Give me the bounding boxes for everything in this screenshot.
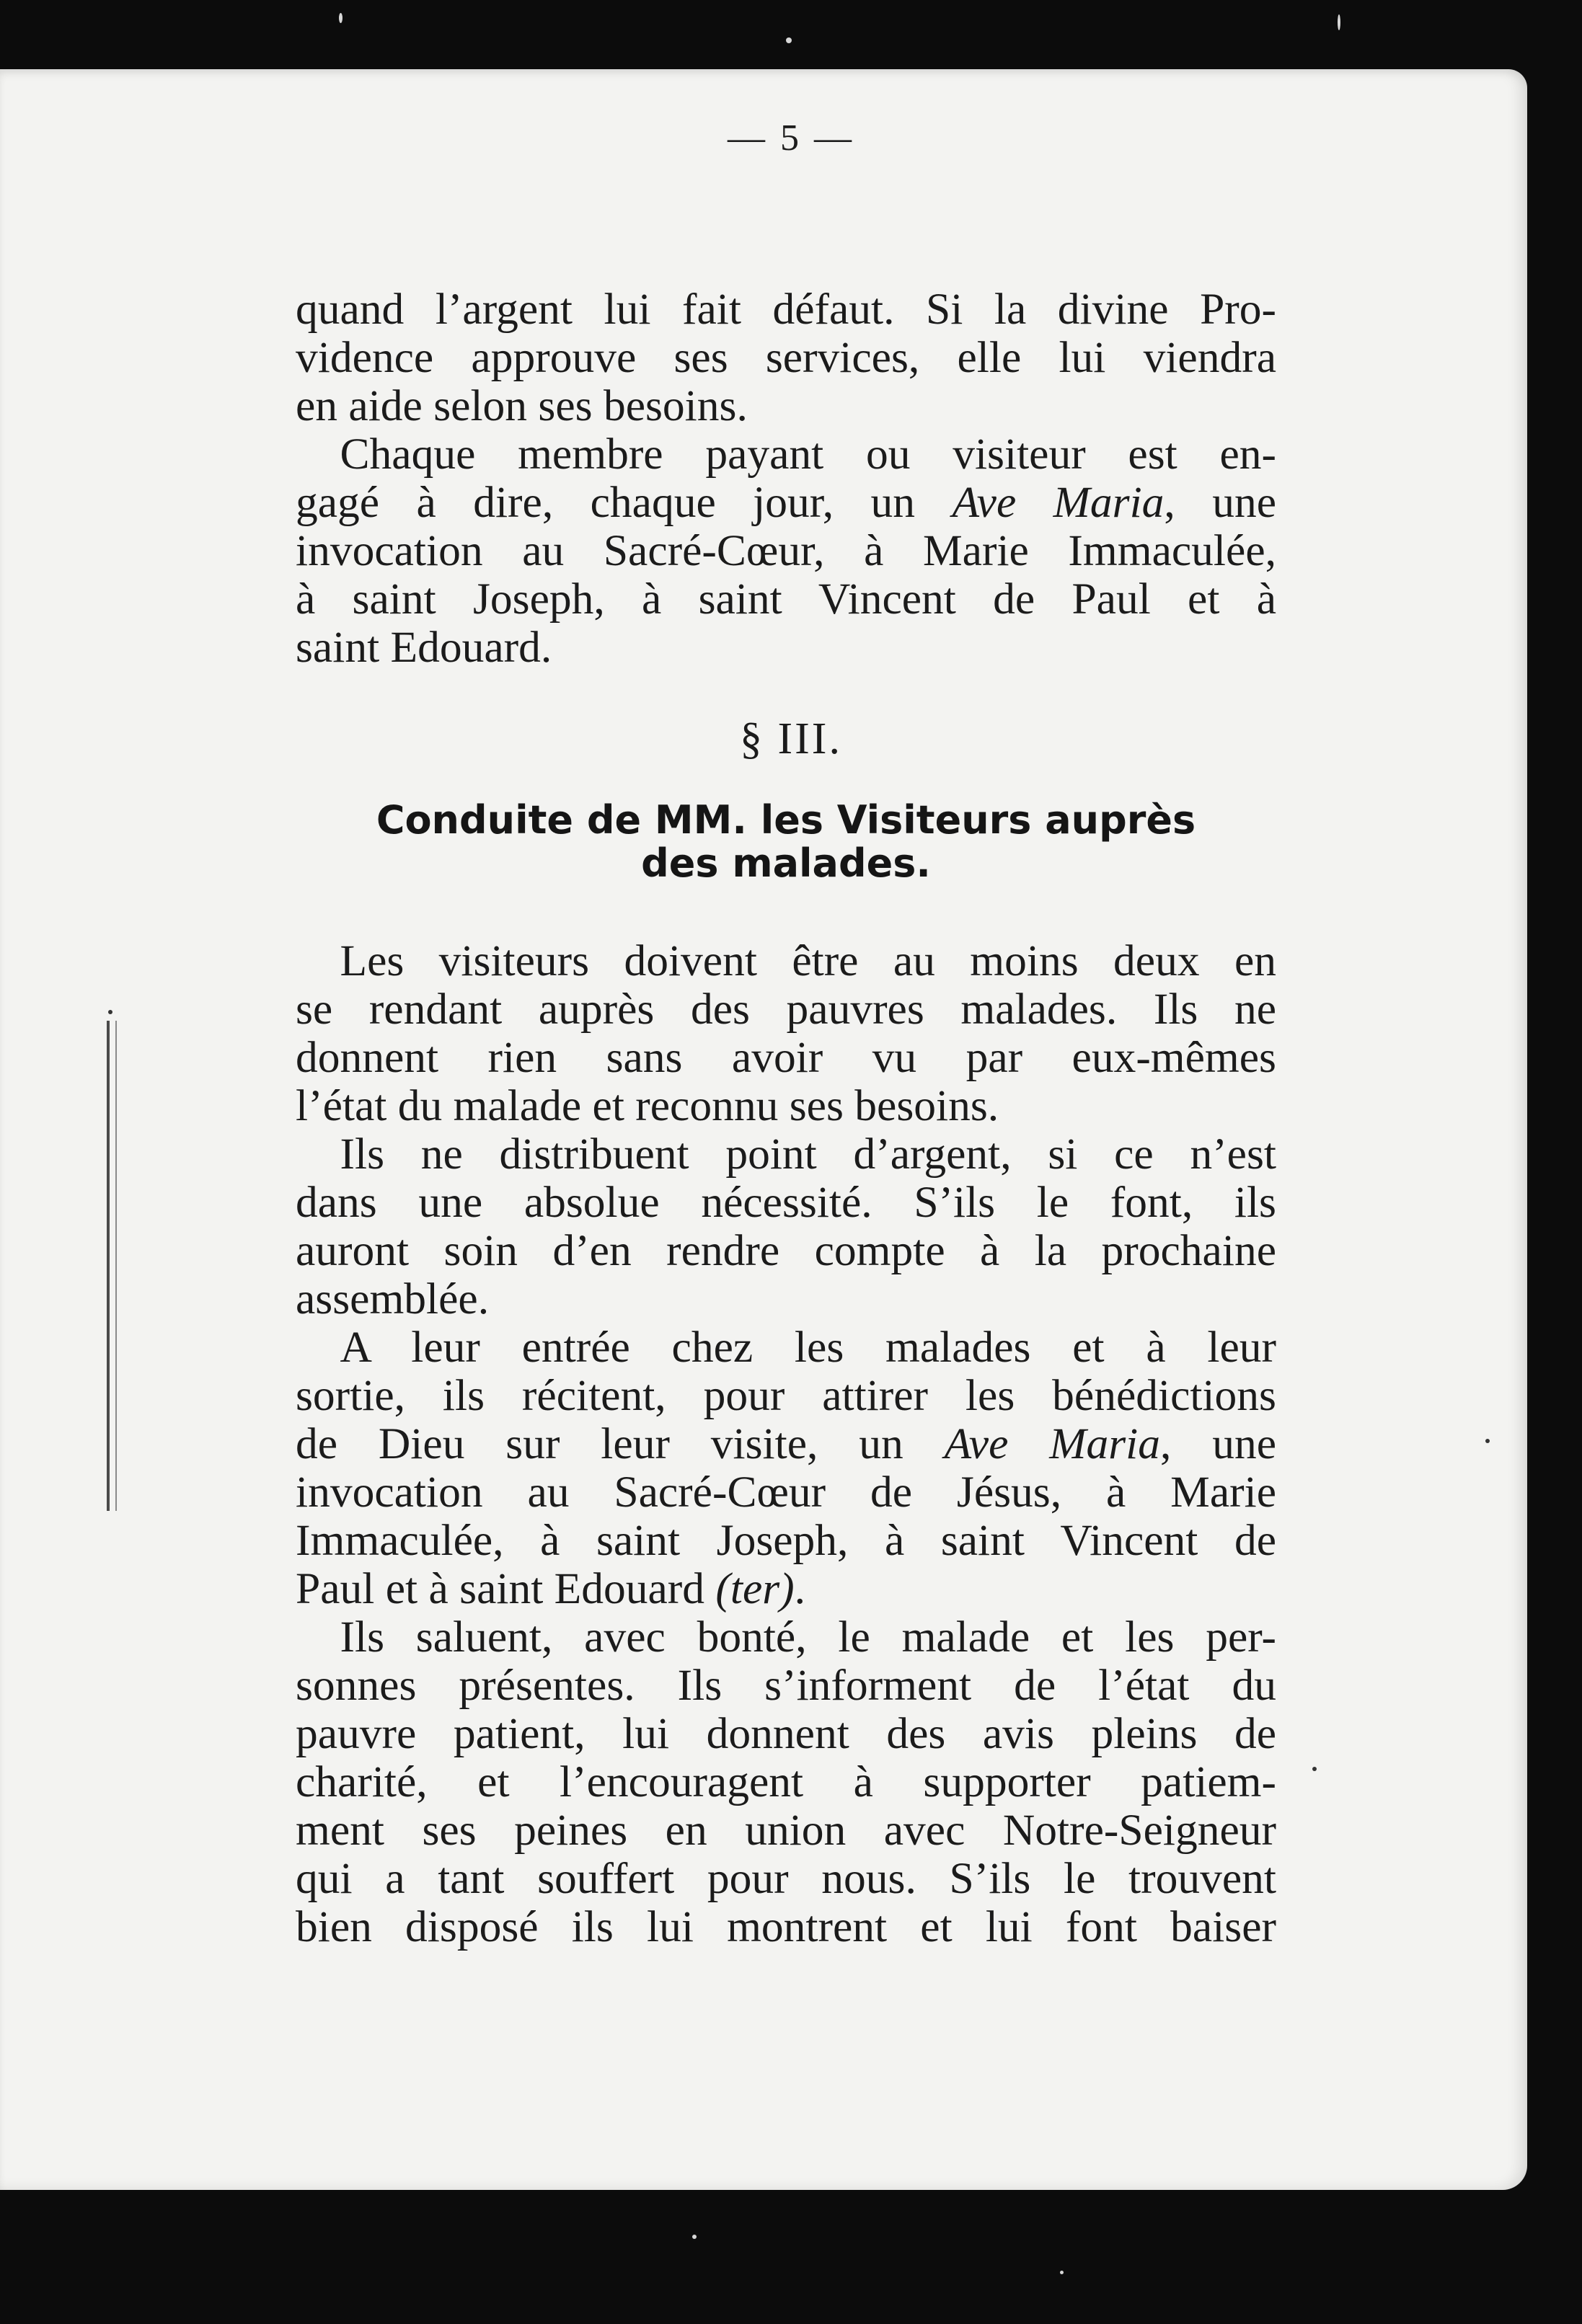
text-line [296, 527, 1276, 575]
text-segment: de Dieu sur leur visite, un [296, 1419, 945, 1468]
text-line [296, 1565, 1276, 1613]
text-segment: saint Edouard. [296, 623, 552, 672]
text-segment: assemblée. [296, 1274, 490, 1323]
text-line [296, 937, 1276, 985]
text-segment: . [794, 1564, 806, 1613]
text-line [296, 1227, 1276, 1275]
text-segment: bien disposé ils lui montrent et lui font baiser [296, 1902, 1276, 1951]
text-segment: Immaculée, à saint Joseph, à saint Vincent de [296, 1516, 1276, 1565]
text-line [296, 1034, 1276, 1082]
text-line [296, 1082, 1276, 1130]
text-segment: auront soin d’en rendre compte à la prochaine [296, 1226, 1276, 1275]
text-line [296, 1275, 1276, 1323]
text-line [296, 1323, 1276, 1372]
text-segment: Ils ne distribuent point d’argent, si ce n’est [296, 1130, 1276, 1179]
text-segment: vidence approuve ses services, elle lui viendra [296, 333, 1276, 382]
text-segment: Les visiteurs doivent être au moins deux en [296, 936, 1276, 985]
text-segment: Ils saluent, avec bonté, le malade et les per- [296, 1613, 1276, 1662]
text-segment: A leur entrée chez les malades et à leur [296, 1323, 1276, 1372]
scan-speck [786, 37, 792, 43]
text-segment: Chaque membre payant ou visiteur est en- [296, 430, 1276, 479]
text-line [296, 1710, 1276, 1758]
italic-text: Ave Maria [944, 1419, 1160, 1468]
text-line [296, 985, 1276, 1034]
text-line [296, 1855, 1276, 1903]
text-line [296, 1662, 1276, 1710]
text-line [296, 1372, 1276, 1420]
text-line [296, 1179, 1276, 1227]
text-line [296, 1130, 1276, 1179]
text-segment: quand l’argent lui fait défaut. Si la divine Pro- [296, 285, 1276, 334]
text-segment: , une [1159, 1419, 1276, 1468]
text-line [296, 1468, 1276, 1517]
text-segment: sortie, ils récitent, pour attirer les bénédictions [296, 1371, 1276, 1420]
text-segment: à saint Joseph, à saint Vincent de Paul et à [296, 575, 1276, 624]
paragraph-block-body [296, 937, 1276, 1951]
italic-text: Ave Maria [952, 478, 1165, 527]
scan-speck [692, 2235, 697, 2239]
text-line [296, 334, 1276, 382]
text-segment: invocation au Sacré-Cœur de Jésus, à Marie [296, 1468, 1276, 1517]
page-number: — 5 — [728, 117, 854, 159]
text-line [296, 430, 1276, 479]
text-line [296, 1806, 1276, 1855]
section-heading-line: des malades. [641, 841, 931, 886]
text-segment: l’état du malade et reconnu ses besoins. [296, 1081, 999, 1130]
section-number: § III. [740, 714, 842, 763]
text-segment: charité, et l’encouragent à supporter patiem- [296, 1757, 1276, 1806]
text-segment: Paul et à saint Edouard [296, 1564, 716, 1613]
text-segment: pauvre patient, lui donnent des avis pleins de [296, 1709, 1276, 1758]
text-segment: ment ses peines en union avec Notre-Seigneur [296, 1806, 1276, 1855]
text-segment: sonnes présentes. Ils s’informent de l’état du [296, 1661, 1276, 1710]
section-heading-line: Conduite de MM. les Visiteurs auprès [376, 797, 1196, 843]
text-line [296, 1758, 1276, 1806]
margin-binding-mark [115, 1021, 117, 1511]
section-heading [317, 799, 1255, 885]
italic-text: (ter) [715, 1564, 795, 1613]
scan-speck [1338, 14, 1340, 30]
text-segment: donnent rien sans avoir vu par eux-mêmes [296, 1033, 1276, 1082]
margin-binding-mark [107, 1021, 110, 1511]
text-line [296, 1903, 1276, 1951]
text-line [296, 1517, 1276, 1565]
text-segment: gagé à dire, chaque jour, un [296, 478, 953, 527]
text-line [296, 479, 1276, 527]
text-segment: en aide selon ses besoins. [296, 381, 748, 430]
margin-speck [108, 1010, 112, 1014]
text-segment: se rendant auprès des pauvres malades. Ils ne [296, 985, 1276, 1034]
text-segment: dans une absolue nécessité. S’ils le font, ils [296, 1178, 1276, 1227]
margin-speck [1485, 1439, 1490, 1443]
text-line [296, 382, 1276, 430]
scan-speck [1060, 2271, 1064, 2274]
text-line [296, 1613, 1276, 1662]
text-line [296, 575, 1276, 624]
scan-speck [339, 13, 343, 23]
margin-speck [1312, 1767, 1317, 1771]
text-line [296, 1420, 1276, 1468]
text-segment: qui a tant souffert pour nous. S’ils le trouvent [296, 1854, 1276, 1903]
text-line [296, 624, 1276, 672]
text-segment: invocation au Sacré-Cœur, à Marie Immaculée, [296, 526, 1276, 575]
text-segment: , une [1164, 478, 1277, 527]
text-line [296, 285, 1276, 334]
paragraph-block-top [296, 285, 1276, 672]
